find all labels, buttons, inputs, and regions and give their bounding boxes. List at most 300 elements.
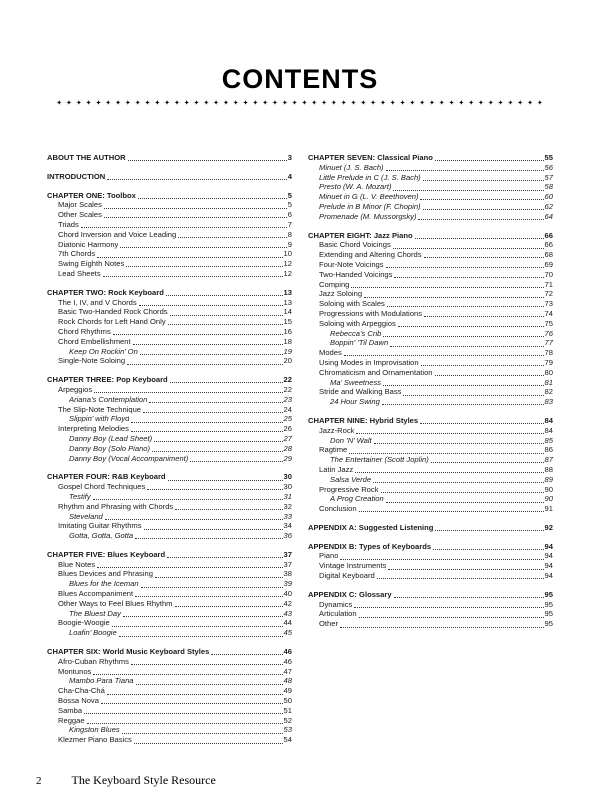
dot-leader [112, 626, 283, 627]
dot-leader [420, 199, 543, 200]
toc-entry-label: APPENDIX A: Suggested Listening [308, 522, 434, 532]
toc-entry [47, 298, 292, 308]
toc-entry [308, 319, 553, 329]
toc-entry-label: Rock Chords for Left Hand Only [58, 317, 166, 327]
toc-entry [47, 385, 292, 395]
dot-leader [103, 276, 283, 277]
dot-leader [94, 392, 282, 393]
toc-entry-label: 7th Chords [58, 249, 96, 259]
toc-entry [308, 416, 553, 426]
toc-entry-label: Chord Embellishment [58, 336, 131, 346]
toc-entry-label: Reggae [58, 715, 85, 725]
toc-entry-page-number: 23 [283, 394, 292, 404]
toc-entry [308, 436, 553, 446]
toc-entry-label: CHAPTER SIX: World Music Keyboard Styles [47, 647, 210, 657]
toc-entry-label: Interpreting Melodies [58, 424, 129, 434]
toc-entry-label: Progressions with Modulations [319, 308, 422, 318]
toc-entry [47, 579, 292, 589]
dot-leader [175, 509, 282, 510]
toc-entry [47, 220, 292, 230]
toc-entry-label: Ragtime [319, 445, 348, 455]
toc-entry-label: Boppin’ ’Til Dawn [330, 338, 389, 348]
dot-leader [423, 209, 544, 210]
dot-leader [340, 559, 543, 560]
dot-leader [431, 462, 544, 463]
toc-entry [308, 348, 553, 358]
toc-entry [47, 259, 292, 269]
toc-entry-page-number: 12 [283, 259, 292, 269]
toc-entry-label: APPENDIX B: Types of Keyboards [308, 541, 432, 551]
toc-entry [308, 485, 553, 495]
toc-entry-label: Presto (W. A. Mozart) [319, 182, 392, 192]
toc-entry-page-number: 46 [283, 647, 292, 657]
page-title: CONTENTS [221, 64, 379, 94]
toc-entry [308, 358, 553, 368]
toc-entry [308, 309, 553, 319]
toc-entry [47, 521, 292, 531]
dot-leader [356, 433, 543, 434]
toc-entry-label: Danny Boy (Vocal Accompaniment) [69, 453, 189, 463]
toc-entry [47, 628, 292, 638]
toc-entry [308, 280, 553, 290]
toc-entry [308, 542, 553, 552]
toc-entry-page-number: 82 [544, 387, 553, 397]
toc-entry-label: Imitating Guitar Rhythms [58, 521, 142, 531]
toc-entry-page-number: 37 [283, 559, 292, 569]
toc-entry-page-number: 66 [544, 240, 553, 250]
toc-entry-page-number: 34 [283, 521, 292, 531]
toc-entry-page-number: 92 [544, 522, 553, 532]
dot-leader [435, 375, 544, 376]
toc-entry [47, 706, 292, 716]
dot-leader [383, 336, 543, 337]
toc-entry [47, 405, 292, 415]
dot-leader [344, 355, 544, 356]
toc-entry-label: Jazz Soloing [319, 289, 363, 299]
toc-entry-label: Little Prelude in C (J. S. Bach) [319, 172, 421, 182]
dot-leader [101, 703, 283, 704]
dot-leader [170, 315, 283, 316]
toc-entry [47, 269, 292, 279]
toc-entry [47, 434, 292, 444]
toc-entry-page-number: 79 [544, 357, 553, 367]
toc-entry-label: Chromaticism and Ornamentation [319, 367, 433, 377]
dot-leader [87, 723, 283, 724]
toc-entry [47, 191, 292, 201]
toc-entry-page-number: 83 [544, 397, 553, 407]
toc-entry-label: Other Scales [58, 210, 102, 220]
toc-entry [47, 589, 292, 599]
toc-entry-page-number: 42 [283, 598, 292, 608]
toc-entry [47, 502, 292, 512]
toc-entry-label: Soloing with Scales [319, 299, 385, 309]
toc-entry [47, 560, 292, 570]
toc-entry [47, 482, 292, 492]
dot-leader [424, 257, 544, 258]
toc-entry-label: The Entertainer (Scott Joplin) [330, 455, 429, 465]
dot-leader [178, 237, 287, 238]
toc-entry [308, 504, 553, 514]
toc-entry-page-number: 81 [544, 377, 553, 387]
toc-entry [308, 426, 553, 436]
toc-entry-label: CHAPTER SEVEN: Classical Piano [308, 153, 433, 162]
toc-entry-page-number: 14 [283, 307, 292, 317]
toc-entry-page-number: 55 [544, 153, 553, 162]
toc-entry-label: Promenade (M. Mussorgsky) [319, 211, 417, 221]
toc-entry-page-number: 77 [544, 338, 553, 348]
toc-entry [47, 618, 292, 628]
toc-entry-page-number: 22 [283, 384, 292, 394]
toc-entry [308, 600, 553, 610]
toc-entry [47, 676, 292, 686]
toc-entry [47, 696, 292, 706]
toc-entry-page-number: 16 [283, 326, 292, 336]
toc-entry-label: CHAPTER ONE: Toolbox [47, 190, 136, 200]
toc-entry-page-number: 88 [544, 464, 553, 474]
dot-leader [93, 499, 283, 500]
toc-entry-label: Klezmer Piano Basics [58, 735, 132, 745]
dot-leader [168, 480, 283, 481]
toc-entry-label: Jazz-Rock [319, 425, 355, 435]
toc-entry-label: Keep On Rockin’ On [69, 346, 138, 356]
dot-leader [131, 422, 282, 423]
toc-entry-page-number: 95 [544, 589, 553, 599]
toc-entry [308, 445, 553, 455]
toc-entry-page-number: 15 [283, 317, 292, 327]
toc-entry-page-number: 3 [287, 153, 292, 162]
toc-entry [308, 240, 553, 250]
dot-leader [211, 654, 282, 655]
toc-entry-label: Afro-Cuban Rhythms [58, 656, 129, 666]
toc-entry-label: Mambo Para Tiana [69, 676, 134, 686]
toc-entry-label: CHAPTER FOUR: R&B Keyboard [47, 472, 166, 482]
toc-entry-label: APPENDIX C: Glossary [308, 589, 392, 599]
dot-leader [166, 295, 283, 296]
toc-entry [308, 260, 553, 270]
toc-entry-page-number: 95 [544, 609, 553, 619]
toc-entry [47, 288, 292, 298]
toc-entry-page-number: 47 [283, 666, 292, 676]
toc-entry-page-number: 71 [544, 279, 553, 289]
toc-entry-page-number: 66 [544, 230, 553, 240]
toc-entry-page-number: 89 [544, 474, 553, 484]
toc-entry-label: CHAPTER NINE: Hybrid Styles [308, 415, 419, 425]
dot-leader [170, 382, 283, 383]
toc-entry [308, 173, 553, 183]
toc-entry-label: Prelude in B Minor (F. Chopin) [319, 201, 421, 211]
toc-entry-page-number: 60 [544, 192, 553, 202]
toc-entry-page-number: 85 [544, 435, 553, 445]
toc-entry [47, 356, 292, 366]
dot-leader [104, 217, 287, 218]
toc-entry [308, 609, 553, 619]
toc-entry [308, 590, 553, 600]
toc-entry-page-number: 9 [287, 239, 292, 249]
dot-leader [386, 267, 544, 268]
toc-entry-page-number: 39 [283, 579, 292, 589]
toc-entry-page-number: 73 [544, 299, 553, 309]
toc-entry [308, 153, 553, 163]
toc-entry-page-number: 62 [544, 201, 553, 211]
toc-entry-page-number: 27 [283, 433, 292, 443]
toc-entry-label: Blues Devices and Phrasing [58, 569, 153, 579]
toc-entry-page-number: 94 [544, 541, 553, 551]
toc-entry [47, 569, 292, 579]
toc-entry-label: Ma’ Sweetness [330, 377, 382, 387]
toc-entry-label: Other [319, 619, 338, 629]
toc-entry [47, 424, 292, 434]
toc-entry-label: Diatonic Harmony [58, 239, 119, 249]
toc-entry [47, 492, 292, 502]
dot-leader [386, 502, 544, 503]
toc-entry-label: Other Ways to Feel Blues Rhythm [58, 598, 173, 608]
toc-entry [47, 395, 292, 405]
dot-leader [386, 170, 544, 171]
toc-entry-page-number: 40 [283, 589, 292, 599]
toc-entry-page-number: 56 [544, 162, 553, 172]
toc-entry [308, 455, 553, 465]
toc-entry [308, 163, 553, 173]
toc-entry-label: Two-Handed Voicings [319, 269, 393, 279]
toc-entry [308, 475, 553, 485]
toc-entry-label: Rhythm and Phrasing with Chords [58, 501, 174, 511]
toc-entry [308, 551, 553, 561]
dot-leader [97, 567, 282, 568]
toc-entry-page-number: 78 [544, 348, 553, 358]
toc-entry-page-number: 45 [283, 628, 292, 638]
toc-entry [47, 317, 292, 327]
page-footer [36, 773, 216, 788]
dot-leader [147, 489, 282, 490]
toc-entry-label: Triads [58, 219, 79, 229]
toc-entry-label: A Prog Creation [330, 494, 384, 504]
toc-entry-page-number: 38 [283, 569, 292, 579]
toc-entry [308, 299, 553, 309]
toc-entry [47, 375, 292, 385]
toc-entry [47, 725, 292, 735]
dot-leader [435, 160, 544, 161]
toc-entry [308, 378, 553, 388]
dot-leader [135, 538, 282, 539]
toc-entry-label: Digital Keyboard [319, 571, 375, 581]
toc-entry-page-number: 48 [283, 676, 292, 686]
toc-entry-page-number: 20 [283, 356, 292, 366]
dot-leader [387, 306, 544, 307]
toc-entry-page-number: 94 [544, 571, 553, 581]
toc-entry-label: Swing Eighth Notes [58, 259, 125, 269]
toc-entry-label: The Bluest Day [69, 608, 121, 618]
dot-leader [355, 472, 543, 473]
toc-entry [308, 338, 553, 348]
dot-leader [119, 636, 283, 637]
toc-entry-page-number: 52 [283, 715, 292, 725]
footer-page-number: 2 [36, 775, 42, 787]
toc-entry-label: Slippin’ with Floyd [69, 414, 130, 424]
toc-entry-label: Salsa Verde [330, 474, 372, 484]
toc-entry [47, 210, 292, 220]
toc-entry-label: ABOUT THE AUTHOR [47, 153, 126, 162]
toc-entry-label: Dynamics [319, 599, 353, 609]
toc-entry-page-number: 84 [544, 425, 553, 435]
toc-entry-label: Danny Boy (Solo Piano) [69, 443, 151, 453]
dot-leader [128, 160, 287, 161]
toc-entry-page-number: 90 [544, 484, 553, 494]
toc-entry [47, 327, 292, 337]
toc-entry-page-number: 44 [283, 618, 292, 628]
toc-entry-page-number: 6 [287, 210, 292, 220]
dot-leader [133, 344, 283, 345]
dot-leader [175, 606, 283, 607]
toc-entry-page-number: 94 [544, 561, 553, 571]
toc-columns [0, 153, 600, 745]
dot-leader [403, 395, 543, 396]
toc-entry-label: Bossa Nova [58, 696, 99, 706]
toc-entry-page-number: 7 [287, 219, 292, 229]
toc-entry [308, 619, 553, 629]
toc-entry [47, 472, 292, 482]
toc-entry-page-number: 80 [544, 367, 553, 377]
toc-entry-label: 24 Hour Swing [330, 397, 380, 407]
toc-entry-label: Loafin’ Boogie [69, 628, 117, 638]
toc-entry-page-number: 68 [544, 250, 553, 260]
dot-leader [81, 227, 287, 228]
toc-entry-label: Kingston Blues [69, 725, 120, 735]
toc-entry-label: Chord Inversion and Voice Leading [58, 229, 177, 239]
toc-entry-label: CHAPTER THREE: Pop Keyboard [47, 375, 168, 385]
toc-entry [308, 465, 553, 475]
toc-entry-label: Vintage Instruments [319, 561, 387, 571]
dot-leader [97, 257, 282, 258]
toc-entry [47, 172, 292, 182]
toc-entry-label: Minuet (J. S. Bach) [319, 162, 384, 172]
toc-entry-label: Chord Rhythms [58, 326, 111, 336]
toc-entry-page-number: 70 [544, 269, 553, 279]
toc-entry-page-number: 5 [287, 200, 292, 210]
toc-entry-label: Testify [69, 491, 91, 501]
dot-leader [135, 596, 282, 597]
toc-entry-page-number: 30 [283, 472, 292, 482]
toc-entry-label: Progressive Rock [319, 484, 379, 494]
toc-entry-page-number: 30 [283, 482, 292, 492]
toc-entry [47, 307, 292, 317]
dot-leader [359, 617, 544, 618]
toc-entry-page-number: 25 [283, 414, 292, 424]
toc-entry-page-number: 33 [283, 511, 292, 521]
toc-entry-label: Danny Boy (Lead Sheet) [69, 433, 153, 443]
toc-entry-page-number: 8 [287, 229, 292, 239]
dot-leader [127, 364, 282, 365]
ornament-divider: ✦ ✦ ✦ ✦ ✦ ✦ ✦ ✦ ✦ ✦ ✦ ✦ ✦ ✦ ✦ ✦ ✦ ✦ ✦ ✦ ✦ ✦ ✦ ✦ ✦ ✦ ✦ ✦ ✦ ✦ ✦ ✦ ✦ ✦ ✦ ✦ ✦ ✦ ✦ ✦ ✦ ✦ ✦ ✦ ✦ ✦ ✦ ✦ ✦ ✦ [56, 100, 544, 107]
dot-leader [139, 305, 283, 306]
toc-entry-label: Extending and Altering Chords [319, 250, 422, 260]
dot-leader [394, 277, 543, 278]
toc-entry-page-number: 13 [283, 297, 292, 307]
toc-entry-page-number: 51 [283, 705, 292, 715]
dot-leader [140, 354, 283, 355]
toc-entry [47, 647, 292, 657]
toc-entry-page-number: 10 [283, 249, 292, 259]
toc-entry-page-number: 50 [283, 696, 292, 706]
toc-entry [308, 212, 553, 222]
dot-leader [373, 482, 543, 483]
toc-entry [47, 337, 292, 347]
dot-leader [340, 627, 544, 628]
toc-entry [308, 494, 553, 504]
toc-entry-page-number: 53 [283, 725, 292, 735]
dot-leader [364, 297, 543, 298]
toc-entry-label: Steveland [69, 511, 103, 521]
toc-entry-label: Blues Accompaniment [58, 589, 134, 599]
toc-entry-label: Blue Notes [58, 559, 96, 569]
dot-leader [141, 587, 283, 588]
toc-entry-label: Boogie-Woogie [58, 618, 110, 628]
dot-leader [104, 208, 287, 209]
dot-leader [354, 607, 543, 608]
toc-entry [308, 182, 553, 192]
toc-entry-label: CHAPTER EIGHT: Jazz Piano [308, 230, 413, 240]
toc-entry [47, 609, 292, 619]
toc-entry [47, 454, 292, 464]
toc-entry [47, 153, 292, 163]
toc-entry-label: Using Modes in Improvisation [319, 357, 419, 367]
dot-leader [351, 287, 543, 288]
dot-leader [107, 179, 287, 180]
dot-leader [377, 578, 544, 579]
toc-entry-page-number: 12 [283, 268, 292, 278]
toc-entry-page-number: 5 [287, 190, 292, 200]
toc-entry-page-number: 26 [283, 424, 292, 434]
toc-entry [308, 523, 553, 533]
toc-entry [308, 250, 553, 260]
toc-entry-label: Major Scales [58, 200, 102, 210]
toc-entry-label: Soloing with Arpeggios [319, 318, 396, 328]
toc-entry-page-number: 49 [283, 686, 292, 696]
dot-leader [374, 443, 544, 444]
toc-entry [47, 667, 292, 677]
toc-entry [47, 716, 292, 726]
toc-entry [47, 735, 292, 745]
toc-entry-label: Montunos [58, 666, 92, 676]
dot-leader [393, 190, 543, 191]
dot-leader [144, 529, 283, 530]
dot-leader [190, 461, 282, 462]
dot-leader [123, 616, 283, 617]
dot-leader [383, 385, 543, 386]
toc-entry-page-number: 19 [283, 346, 292, 356]
toc-entry-page-number: 76 [544, 328, 553, 338]
toc-entry [47, 599, 292, 609]
toc-entry-page-number: 84 [544, 415, 553, 425]
dot-leader [136, 684, 283, 685]
toc-entry-page-number: 86 [544, 445, 553, 455]
toc-entry-page-number: 18 [283, 336, 292, 346]
toc-entry [308, 192, 553, 202]
dot-leader [388, 569, 543, 570]
toc-entry [47, 550, 292, 560]
toc-entry-page-number: 36 [283, 531, 292, 541]
dot-leader [155, 577, 283, 578]
toc-entry [308, 387, 553, 397]
toc-entry-page-number: 95 [544, 619, 553, 629]
dot-leader [131, 431, 283, 432]
dot-leader [420, 423, 543, 424]
dot-leader [382, 404, 544, 405]
dot-leader [138, 198, 287, 199]
toc-entry-label: CHAPTER FIVE: Blues Keyboard [47, 549, 166, 559]
toc-entry [308, 202, 553, 212]
toc-entry-label: Single-Note Soloing [58, 356, 126, 366]
toc-entry-label: Arpeggios [58, 384, 93, 394]
